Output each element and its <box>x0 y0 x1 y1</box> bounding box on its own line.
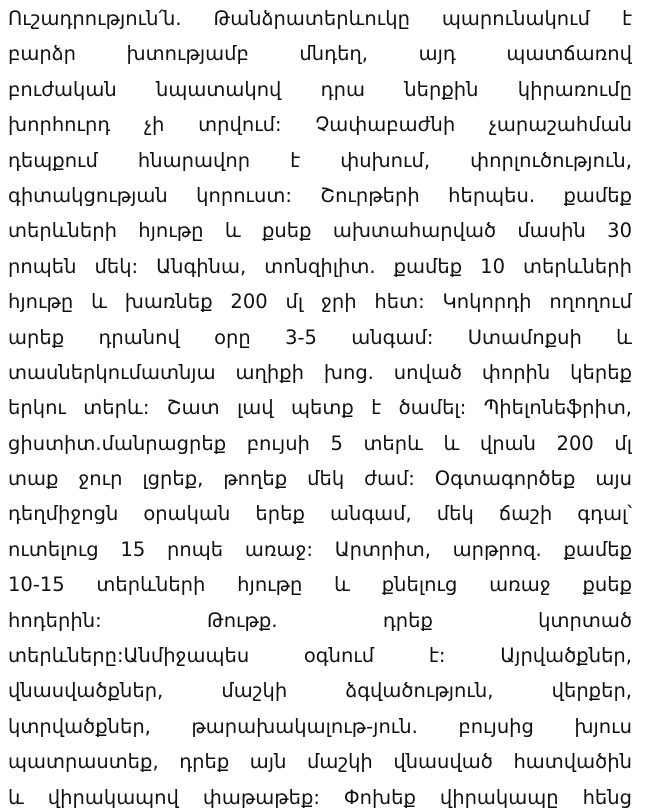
text-line: արեք դրանով օրը 3-5 անգամ: Ստամոքսի և <box>8 325 632 349</box>
text-line: հոդերին: Թութք. դրեք կտրտած <box>8 608 632 632</box>
text-line: տասներկումատնյա աղիքի խոց. սոված փորին կերեք <box>8 360 632 384</box>
text-line: Ուշադրություն՛ն. Թանձրատերևուկը պարունակում է <box>8 7 632 30</box>
text-line: պատրաստեք, դրեք այն մաշկի վնասված հատվածին <box>8 750 632 774</box>
text-line: խորհուրդ չի տրվում: Չափաբաժնի չարաշահման <box>8 113 632 137</box>
text-line: երկու տերև: Շատ լավ պետք է ծամել: Պիելոնեֆրիտ, <box>8 396 632 420</box>
text-line: բուժական նպատակով դրա ներքին կիրառումը <box>8 77 632 101</box>
text-line: կտրվածքներ, թարախակալութ-յուն. բույսից խյուս <box>8 714 632 738</box>
text-line: 10-15 տերևների հյութը և քնելուց առաջ քսեք <box>8 573 632 597</box>
text-line: տերևների հյութը և քսեք ախտահարված մասին 30 <box>8 219 632 243</box>
text-line: գիտակցության կորուստ: Շուրթերի հերպես. քամեք <box>8 183 632 207</box>
text-line: տաք ջուր լցրեք, թողեք մեկ ժամ: Օգտագործեք այս <box>8 467 632 491</box>
text-line: ուտելուց 15 րոպե առաջ: Արտրիտ, արթրոզ. քամեք <box>8 537 632 561</box>
text-line: ցիստիտ.մանրացրեք բույսի 5 տերև և վրան 200 մլ <box>8 431 632 455</box>
text-line: հյութը և խառնեք 200 մլ ջրի հետ: Կոկորդի ողողում <box>8 290 632 314</box>
text-line: դեղմիջոցն օրական երեք անգամ, մեկ ճաշի գդալ՝ <box>8 502 632 526</box>
text-line: տերևները:Անմիջապես օգնում է: Այրվածքներ, <box>8 644 632 668</box>
text-line: բարձր խտությամբ մնդեղ, այդ պատճառով <box>8 42 632 66</box>
article-text-body <box>8 1 632 812</box>
text-line: վնասվածքներ, մաշկի ձգվածություն, վերքեր, <box>8 679 632 703</box>
text-line: դեպքում հնարավոր է փսխում, փորլուծություն, <box>8 148 632 172</box>
text-line: րոպեն մեկ: Անգինա, տոնզիլիտ. քամեք 10 տերևների <box>8 254 632 278</box>
text-line: և վիրակապով փաթաթեք: Փոխեք վիրակապը հենց <box>8 785 632 809</box>
